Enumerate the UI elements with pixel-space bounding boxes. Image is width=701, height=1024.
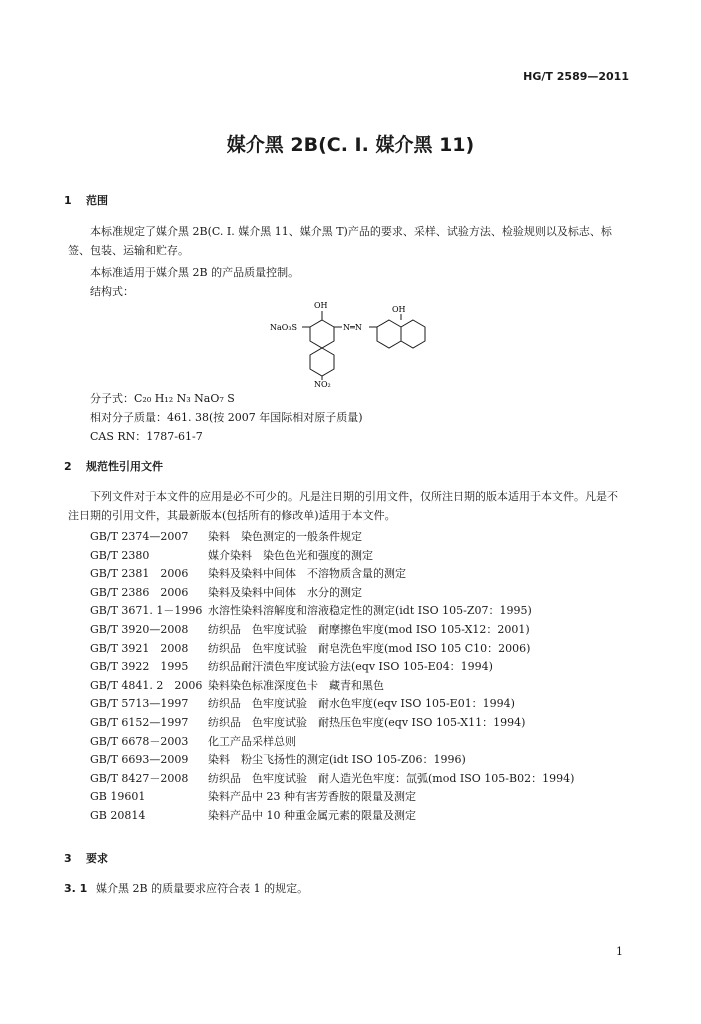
section-title: 范围 [86, 194, 108, 207]
reference-item [90, 528, 574, 547]
reference-title: 染料及染料中间体 水分的测定 [208, 585, 362, 599]
clause-number: 3. 1 [64, 882, 88, 895]
reference-item [90, 788, 574, 807]
reference-title: 染料及染料中间体 不溶物质含量的测定 [208, 567, 406, 581]
reference-item [90, 621, 574, 640]
section-number: 3 [64, 852, 72, 865]
reference-item [90, 658, 574, 677]
reference-item [90, 584, 574, 603]
reference-code: GB 19601 [90, 790, 146, 804]
clause-3-1 [64, 880, 308, 899]
ring-lower-left [310, 348, 334, 376]
molecular-mass: 相对分子质量：461. 38(按 2007 年国际相对原子质量) [90, 411, 363, 424]
reference-item [90, 695, 574, 714]
reference-item [90, 807, 574, 826]
reference-item [90, 677, 574, 696]
structural-formula-diagram [262, 296, 442, 388]
reference-code: GB/T 2380 [90, 548, 150, 562]
page-number: 1 [616, 945, 623, 958]
reference-item [90, 770, 574, 789]
ring-right-right [401, 320, 425, 348]
reference-code: GB/T 3671. 1－1996 [90, 604, 203, 618]
reference-title: 纺织品耐汗渍色牢度试验方法(eqv ISO 105-E04：1994) [208, 660, 493, 674]
reference-title: 染料 染色测定的一般条件规定 [208, 530, 362, 543]
section-3-heading [64, 850, 108, 866]
oh-left-label: OH [314, 301, 328, 310]
reference-code: GB/T 3920—2008 [90, 622, 189, 636]
reference-code: GB/T 6693—2009 [90, 753, 189, 767]
reference-title: 纺织品 色牢度试验 耐水色牢度(eqv ISO 105-E01：1994) [208, 697, 515, 711]
reference-code: GB/T 3921 2008 [90, 641, 189, 655]
reference-code: GB 20814 [90, 808, 146, 822]
section-1-heading [64, 192, 108, 208]
cas-number: CAS RN：1787-61-7 [90, 430, 203, 443]
document-title: 媒介黑 2B(C. I. 媒介黑 11) [226, 134, 475, 156]
normative-references-paragraph: 下列文件对于本文件的应用是必不可少的。凡是注日期的引用文件，仅所注日期的版本适用于本文件。凡是不注日期的引用文件，其最新版本(包括所有的修改单)适用于本文件。 [68, 490, 618, 522]
section-number: 1 [64, 194, 72, 207]
reference-code: GB/T 3922 1995 [90, 660, 189, 674]
ring-upper-left [310, 320, 334, 348]
reference-code: GB/T 2381 2006 [90, 567, 189, 581]
reference-code: GB/T 2386 2006 [90, 585, 189, 599]
reference-item [90, 714, 574, 733]
reference-code: GB/T 5713—1997 [90, 697, 189, 711]
reference-title: 染料产品中 23 种有害芳香胺的限量及测定 [208, 790, 416, 804]
reference-code: GB/T 4841. 2 2006 [90, 678, 203, 692]
molecular-formula: 分子式：C₂₀ H₁₂ N₃ NaO₇ S [90, 392, 235, 405]
reference-title: 染料 粉尘飞扬性的测定(idt ISO 105-Z06：1996) [208, 753, 466, 767]
reference-code: GB/T 6152—1997 [90, 715, 189, 729]
azo-label: N═N [343, 323, 362, 332]
reference-item [90, 565, 574, 584]
structure-label: 结构式： [90, 285, 134, 298]
ring-left-right [377, 320, 401, 348]
reference-title: 染料产品中 10 种重金属元素的限量及测定 [208, 808, 416, 822]
scope-paragraph: 本标准规定了媒介黑 2B(C. I. 媒介黑 11、媒介黑 T)产品的要求、采样、试验方法、检验规则以及标志、标签、包装、运输和贮存。 [68, 225, 612, 257]
scope-applicability: 本标准适用于媒介黑 2B 的产品质量控制。 [90, 266, 300, 279]
reference-title: 纺织品 色牢度试验 耐皂洗色牢度(mod ISO 105 C10：2006) [208, 641, 531, 655]
reference-title: 水溶性染料溶解度和溶液稳定性的测定(idt ISO 105-Z07：1995) [208, 604, 532, 618]
reference-item [90, 640, 574, 659]
reference-item [90, 751, 574, 770]
reference-code: GB/T 6678－2003 [90, 734, 189, 748]
reference-title: 染料染色标准深度色卡 藏青和黑色 [208, 678, 384, 692]
section-number: 2 [64, 460, 72, 473]
reference-list [90, 528, 574, 826]
so3na-label: NaO₃S [270, 323, 298, 332]
reference-code: GB/T 8427－2008 [90, 771, 189, 785]
reference-title: 化工产品采样总则 [208, 734, 296, 748]
no2-label: NO₂ [314, 380, 331, 388]
reference-item [90, 733, 574, 752]
document-code: HG/T 2589—2011 [523, 70, 629, 83]
reference-item [90, 602, 574, 621]
oh-right-label: OH [392, 305, 406, 314]
reference-title: 纺织品 色牢度试验 耐人造光色牢度：氙弧(mod ISO 105-B02：1994) [208, 771, 575, 785]
clause-text: 媒介黑 2B 的质量要求应符合表 1 的规定。 [96, 882, 309, 895]
reference-title: 纺织品 色牢度试验 耐热压色牢度(eqv ISO 105-X11：1994) [208, 715, 526, 729]
section-title: 规范性引用文件 [86, 460, 163, 473]
reference-title: 媒介染料 染色色光和强度的测定 [208, 548, 373, 562]
reference-code: GB/T 2374—2007 [90, 530, 189, 543]
reference-item [90, 547, 574, 566]
reference-title: 纺织品 色牢度试验 耐摩擦色牢度(mod ISO 105-X12：2001) [208, 622, 530, 636]
section-2-heading [64, 458, 163, 474]
section-title: 要求 [86, 852, 108, 865]
